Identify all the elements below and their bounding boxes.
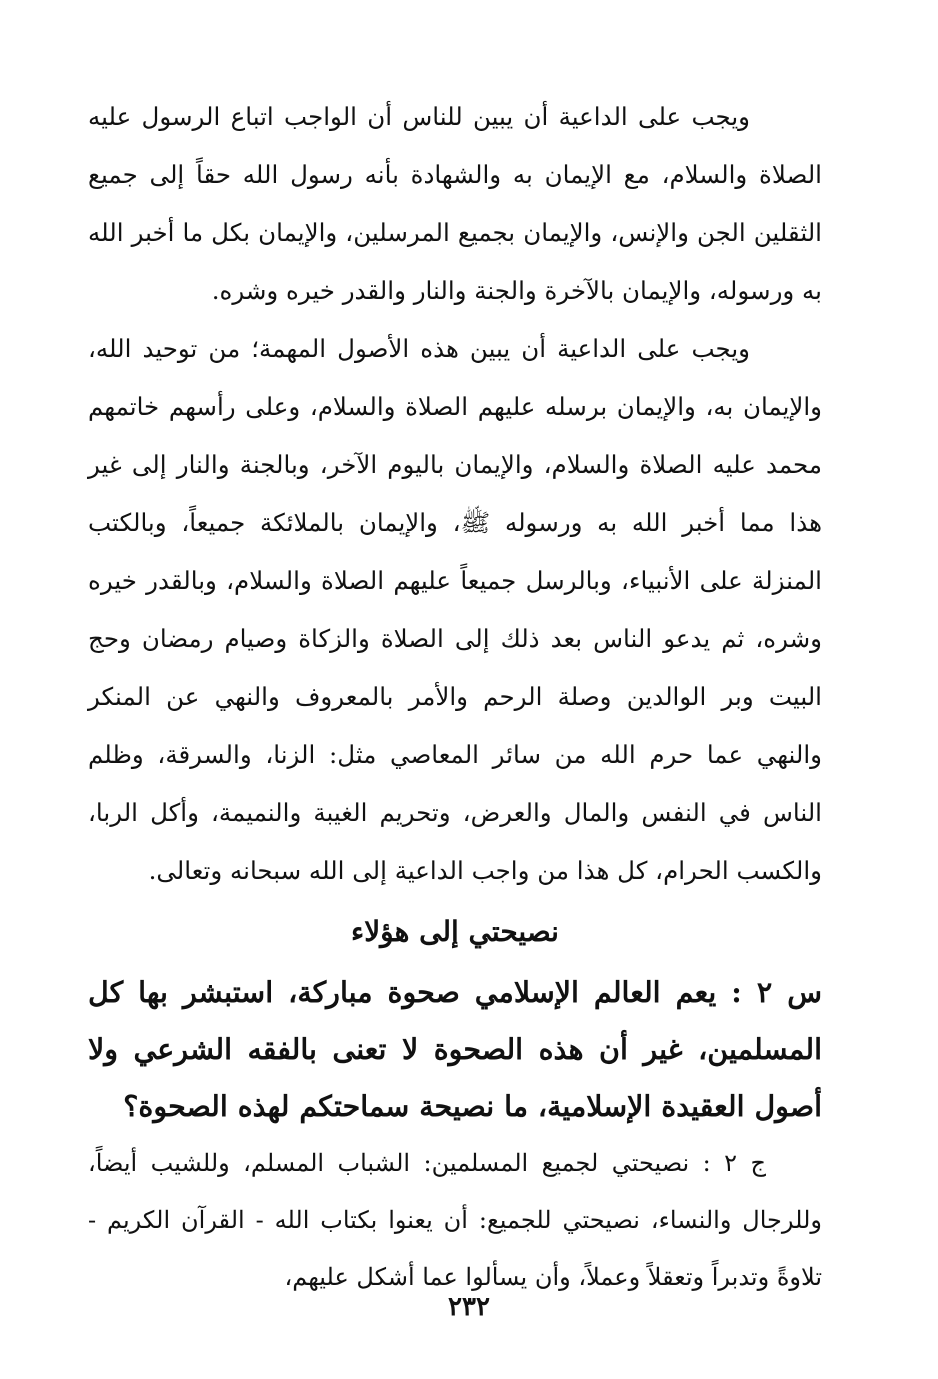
question-text: س ٢ : يعم العالم الإسلامي صحوة مباركة، استبشر بها كل المسلمين، غير أن هذه الصحوة لا تعنى بالفقه الشرعي ولا أصول العقيدة الإسلامية، ما نصيحة سماحتكم لهذه الصحوة؟ [88, 975, 822, 1123]
page-body [88, 88, 822, 1306]
paragraph-2: ويجب على الداعية أن يبين هذه الأصول المهمة؛ من توحيد الله، والإيمان به، والإيمان برسله عليهم الصلاة والسلام، وعلى رأسهم خاتمهم محمد عليه الصلاة والسلام، والإيمان باليوم الآخر، وبالجنة والنار إلى غير هذا مما أخبر الله به ورسوله ﷺ، والإيمان بالملائكة جميعاً، وبالكتب المنزلة على الأنبياء، وبالرسل جميعاً عليهم الصلاة والسلام، وبالقدر خيره وشره، ثم يدعو الناس بعد ذلك إلى الصلاة والزكاة وصيام رمضان وحج البيت وبر الوالدين وصلة الرحم والأمر بالمعروف والنهي عن المنكر والنهي عما حرم الله من سائر المعاصي مثل: الزنا، والسرقة، وظلم الناس في النفس والمال والعرض، وتحريم الغيبة والنميمة، وأكل الربا، والكسب الحرام، كل هذا من واجب الداعية إلى الله سبحانه وتعالى. [88, 334, 822, 885]
page-number: ٢٣٢ [448, 1292, 490, 1322]
section-heading: نصيحتي إلى هؤلاء [351, 915, 559, 948]
answer-text: ج ٢ : نصيحتي لجميع المسلمين: الشباب المسلم، وللشيب أيضاً، وللرجال والنساء، نصيحتي للجميع: أن يعنوا بكتاب الله - القرآن الكريم - تلاوةً وتدبراً وتعقلاً وعملاً، وأن يسألوا عما أشكل عليهم، [88, 1149, 822, 1291]
paragraph-1: ويجب على الداعية أن يبين للناس أن الواجب اتباع الرسول عليه الصلاة والسلام، مع الإيمان به والشهادة بأنه رسول الله حقاً إلى جميع الثقلين الجن والإنس، والإيمان بجميع المرسلين، والإيمان بكل ما أخبر الله به ورسوله، والإيمان بالآخرة والجنة والنار والقدر خيره وشره. [88, 102, 822, 305]
